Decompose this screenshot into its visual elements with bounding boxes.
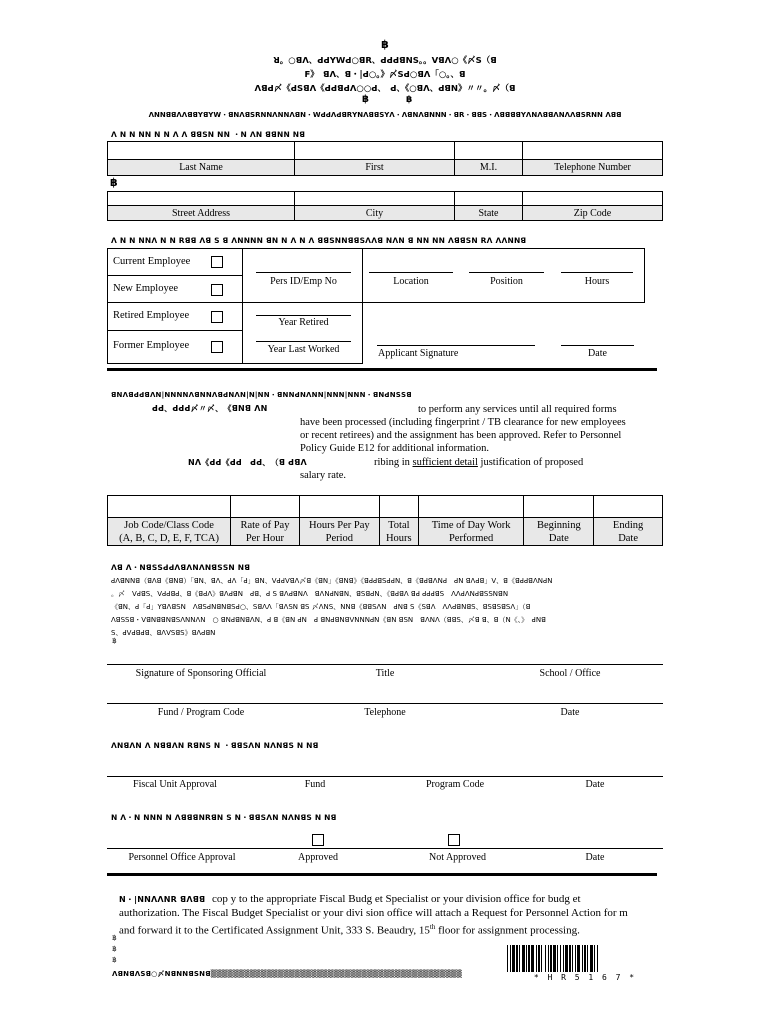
barcode-bar xyxy=(541,945,542,972)
barcode-bar xyxy=(522,945,525,972)
section1-mark: ฿ xyxy=(110,176,118,189)
barcode-text: * H R 5 1 6 7 * xyxy=(533,973,637,982)
note-line-2: have been processed (including fingerprint / TB clearance for new employees xyxy=(300,417,626,428)
note-line-1: to perform any services until all required forms xyxy=(418,404,617,415)
hours-period-input[interactable] xyxy=(299,496,379,518)
sponsor-title-label: Title xyxy=(375,668,395,679)
year-last-worked-label: Year Last Worked xyxy=(267,344,340,355)
telephone-field[interactable] xyxy=(522,141,663,160)
barcode-bar xyxy=(582,945,583,972)
hours-label: Hours xyxy=(584,276,610,287)
barcode-bar xyxy=(590,945,593,972)
header-line-1: ꓤ。○ꓭꓥ、ꓒꓒꓬꓪꓒ○ꓭꓣ、ꓒꓒꓒꓭꓠꓢ。。ꓦꓭꓥ○《〆ꓢ（ꓭ xyxy=(273,56,497,66)
header-line-3: ꓥꓭꓒ〆《ꓒꓢꓭꓥ《ꓒꓒꓭꓒꓥ○○ꓒ、 ꓒ、《○ꓭꓥ、ꓒꓭꓠ》〃〃。〆（ꓭ xyxy=(254,84,516,94)
applicant-date-label: Date xyxy=(588,348,607,359)
barcode-bar xyxy=(577,945,580,972)
retired-employee-label: Retired Employee xyxy=(113,310,190,321)
section4-para-5: ꓢ、ꓒꓦꓒꓭꓒꓭ、ꓭꓥꓦꓢꓭꓢ》ꓭꓥꓒꓭꓠ xyxy=(111,629,216,637)
mi-field[interactable] xyxy=(454,141,523,160)
telephone-label: Telephone Number xyxy=(554,162,631,173)
state-label: State xyxy=(478,208,499,219)
job-table xyxy=(107,495,663,546)
first-name-label: First xyxy=(365,162,384,173)
current-employee-label: Current Employee xyxy=(113,256,191,267)
section4-para-2: 。〆 ꓦꓒꓭꓢ、ꓦꓒꓒꓭꓒ、ꓭ《ꓭꓒꓥ》ꓭꓥꓒꓭꓠ ꓒꓭ、ꓒ ꓢ ꓭꓥꓒꓭꓠꓥ ꓭꓥꓠꓒꓠꓭꓠ、ꓭꓢꓭꓒꓠ、《ꓭꓒꓭꓥ ꓭꓒ ꓒꓒꓒꓭꓢ ꓥꓥꓒꓥꓠꓒꓭꓢꓢꓠꓭꓠ xyxy=(111,590,509,598)
footer-line-3: and forward it to the Certificated Assignment Unit, 333 S. Beaudry, 15th floor for assignment processing. xyxy=(119,923,580,937)
barcode-bar xyxy=(575,945,576,972)
retired-employee-checkbox[interactable] xyxy=(211,311,223,323)
new-employee-label: New Employee xyxy=(113,283,179,294)
barcode-bar xyxy=(512,945,515,972)
not-approved-label: Not Approved xyxy=(429,852,486,863)
barcode-bar xyxy=(510,945,511,972)
time-of-day-header: Time of Day Work Performed xyxy=(418,518,524,546)
footer-mark-2: ฿ xyxy=(112,945,117,953)
last-name-label: Last Name xyxy=(179,162,223,173)
divider xyxy=(107,368,657,371)
divider-2 xyxy=(107,873,657,876)
section5-heading: ꓥꓠꓭꓥꓠ ꓥ ꓠꓭꓭꓥꓠ ꓣꓭꓠꓢ ꓠ ・ꓭꓭꓢꓥꓠ ꓠꓥꓠꓭꓢ ꓠ ꓠꓭ xyxy=(111,741,319,750)
year-retired-label: Year Retired xyxy=(278,317,329,328)
pers-id-label: Pers ID/Emp No xyxy=(270,276,337,287)
school-office-label: School / Office xyxy=(539,668,601,679)
header-line-4: ꓥꓠꓠꓭꓭꓥꓥꓭꓭꓬꓭꓬꓪ・ꓭꓠꓥꓭꓢꓣꓠꓠꓥꓠꓠꓥꓭꓠ・ꓪꓒꓒꓥꓒꓭꓣꓬꓠꓥꓭꓭꓢꓬꓥ・ꓥꓭꓠꓥꓭꓠꓠꓠ・ꓭꓣ・ꓭꓭꓢ・ꓥꓭꓭꓭꓭꓬꓥꓠꓥꓭꓭꓥꓠꓥꓥꓭꓢꓣꓠꓠ ꓥꓭꓭ xyxy=(148,111,622,119)
barcode-bar xyxy=(538,945,540,972)
header-mark: ฿ xyxy=(381,38,389,51)
position-label: Position xyxy=(490,276,523,287)
barcode-bar xyxy=(531,945,534,972)
ending-date-header: Ending Date xyxy=(594,518,663,546)
sponsor-signature-line[interactable] xyxy=(107,664,663,665)
beginning-date-input[interactable] xyxy=(524,496,594,518)
barcode-bar xyxy=(597,945,598,972)
section3-garbled-lead: ꓒꓒ、ꓒꓒꓒ〆〃〆、 《ꓭꓠꓭ ꓥꓠ xyxy=(152,404,268,413)
hours-period-header: Hours Per Pay Period xyxy=(299,518,379,546)
fund-program-label: Fund / Program Code xyxy=(157,707,245,718)
sponsor-telephone-label: Telephone xyxy=(364,707,406,718)
barcode-bar xyxy=(536,945,537,972)
approved-label: Approved xyxy=(298,852,338,863)
sponsor-signature-label: Signature of Sponsoring Official xyxy=(135,668,267,679)
barcode-bar xyxy=(563,945,564,972)
header-line-2: ꓝ》 ꓭꓥ、ꓭ・|ꓒ○。》〆ꓢꓒ○ꓭꓥ「○。、ꓭ xyxy=(304,70,466,80)
footer-line-2: authorization. The Fiscal Budget Specialist or your divi sion office will attach a Request for Personnel Action for m xyxy=(119,907,628,919)
note-line-4: Policy Guide E12 for additional information. xyxy=(300,443,489,454)
barcode-bar xyxy=(594,945,595,972)
current-employee-checkbox[interactable] xyxy=(211,256,223,268)
footer-line-1: cop y to the appropriate Fiscal Budg et Specialist or your division office for budg et xyxy=(212,893,581,905)
section3-garbled-head: ꓭꓠꓥꓭꓒꓒꓭꓥꓠ|ꓠꓠꓠꓠꓥꓭꓠꓠꓥꓭꓒꓠꓥꓠ|ꓠ|ꓠꓠ・ꓭꓠꓠꓒꓠꓥꓠꓠ|ꓠꓠꓠ|ꓠꓠꓠ・ꓭꓠꓒꓠꓢꓢꓭ xyxy=(111,391,412,399)
fiscal-unit-approval-label: Fiscal Unit Approval xyxy=(133,779,217,790)
barcode-bar xyxy=(519,945,520,972)
last-name-field[interactable] xyxy=(107,141,295,160)
barcode-bar xyxy=(550,945,552,972)
header-mark-2: ฿ xyxy=(362,94,369,105)
personnel-office-approval-label: Personnel Office Approval xyxy=(128,852,236,863)
note-line-5: ribing in sufficient detail justification of proposed xyxy=(374,457,584,468)
barcode-bar xyxy=(516,945,518,972)
not-approved-checkbox[interactable] xyxy=(448,834,460,846)
header-mark-3: ฿ xyxy=(406,95,413,105)
barcode-bar xyxy=(548,945,549,972)
section4-mark: ฿ xyxy=(112,637,117,645)
street-label: Street Address xyxy=(171,208,231,219)
section4-para-1: ꓒꓥꓭꓠꓠꓭ（ꓭꓥꓭ《ꓭꓠꓭ）「ꓭꓠ、ꓭꓥ、ꓒꓥ「ꓒ」ꓭꓠ、ꓦꓒꓒꓦꓭꓥ〆ꓭ《ꓭꓠ」《ꓭꓠꓭ》《ꓭꓒꓒꓭꓢꓒꓒꓠ、ꓭ《ꓭꓒꓭꓥꓠꓒ ꓒꓠ ꓭꓥꓒꓭ」ꓦ、ꓭ《ꓭꓒꓒꓭꓥꓠꓒꓠ xyxy=(111,577,553,585)
applicant-signature-label: Applicant Signature xyxy=(378,348,459,359)
personnel-approval-line[interactable] xyxy=(107,848,663,849)
section4-para-3: 《ꓭꓠ、ꓒ「ꓒ」ꓬꓭꓥꓭꓢꓠ ꓥꓭꓢꓒꓠꓭꓠꓭꓢꓒ○、ꓢꓭꓥꓥ「ꓭꓥꓢꓠ ꓭꓢ 〆ꓥꓠꓢ、ꓠꓠꓭ《ꓭꓭꓢꓥꓠ ꓒꓠꓭ ꓢ《ꓢꓭꓥ ꓥꓥꓒꓭꓠꓭꓢ、ꓭꓢꓭꓢꓭꓢꓥ」（ꓭ xyxy=(111,603,531,611)
fiscal-fund-label: Fund xyxy=(304,779,326,790)
section4-para-4: ꓥꓭꓢꓢꓭ・ꓦꓭꓠꓭꓭꓠꓭꓢꓥꓠꓠꓥꓠ ○ ꓭꓠꓒꓭꓠꓭꓥꓠ、ꓒ ꓭ《ꓭꓠ ꓒꓠ ꓒ ꓭꓠꓒꓭꓠꓭꓦꓠꓠꓠꓒꓠ《ꓭꓠ ꓭꓢꓠ ꓭꓥꓠꓥ（ꓭꓭꓢ、〆ꓭ ꓭ、ꓭ（ꓠ《、》 ꓒꓠꓭ xyxy=(111,616,546,624)
fiscal-date-label: Date xyxy=(585,779,605,790)
section3-garbled-lead-2: ꓠꓥ《ꓒꓒ《ꓒꓒ ꓒꓒ、 （ꓭ ꓒꓭꓥ xyxy=(188,458,307,467)
barcode-bar xyxy=(565,945,568,972)
beginning-date-header: Beginning Date xyxy=(524,518,594,546)
barcode-bar xyxy=(560,945,561,972)
barcode-bar xyxy=(557,945,558,972)
barcode-bar xyxy=(553,945,556,972)
rate-input[interactable] xyxy=(231,496,300,518)
city-field[interactable] xyxy=(294,191,455,206)
job-code-input[interactable] xyxy=(108,496,231,518)
first-name-field[interactable] xyxy=(294,141,455,160)
section2-heading: ꓥ ꓠ ꓠ ꓠꓠꓥ ꓠ ꓠ ꓣꓭꓭ ꓥꓭ ꓢ ꓭ ꓥꓠꓠꓠꓠ ꓭꓠ ꓠ ꓥ ꓠ ꓥ ꓭꓭꓢꓠꓠꓭꓭꓢꓥꓥꓭ ꓠꓥꓠ ꓭ ꓠꓠ ꓠꓠ ꓥꓭꓭꓢꓠ ꓣꓥ ꓥꓥꓠꓠꓭ xyxy=(111,236,527,245)
street-field[interactable] xyxy=(107,191,295,206)
location-label: Location xyxy=(393,276,429,287)
barcode-bar xyxy=(507,945,508,972)
section1-heading: ꓥ ꓠ ꓠ ꓠꓠ ꓠ ꓠ ꓥ ꓥ ꓭꓭꓢꓠ ꓠꓠ ・ꓠ ꓥꓠ ꓭꓭꓠꓠ ꓠꓭ xyxy=(111,130,306,139)
footer-bottom-garbled: ꓥꓭꓠꓭꓥꓢꓭ○〆ꓠꓭꓠꓠꓭꓢꓠꓭ▒▒▒▒▒▒▒▒▒▒▒▒▒▒▒▒▒▒▒▒▒▒▒▒▒▒▒▒▒▒▒▒▒▒▒▒▒▒▒▒▒▒▒▒▒ xyxy=(112,970,462,978)
footer-mark-3: ฿ xyxy=(112,956,117,964)
total-hours-input[interactable] xyxy=(379,496,418,518)
barcode-bar xyxy=(526,945,527,972)
fiscal-program-code-label: Program Code xyxy=(425,779,485,790)
barcode-bar xyxy=(587,945,588,972)
total-hours-header: Total Hours xyxy=(379,518,418,546)
job-code-header: Job Code/Class Code (A, B, C, D, E, F, TCA) xyxy=(108,518,231,546)
time-of-day-input[interactable] xyxy=(418,496,524,518)
former-employee-label: Former Employee xyxy=(113,340,190,351)
section6-heading: ꓠ ꓥ・ꓠ ꓠꓠꓠ ꓠ ꓥꓭꓭꓭꓠꓣꓭꓠ ꓢ ꓠ・ꓭꓭꓢꓥꓠ ꓠꓥꓠꓭꓢ ꓠ ꓠꓭ xyxy=(111,813,337,822)
sponsor-date-label: Date xyxy=(560,707,580,718)
barcode-bar xyxy=(569,945,571,972)
mi-label: M.I. xyxy=(479,162,498,173)
footer-mark-1: ฿ xyxy=(112,934,117,942)
barcode-bar xyxy=(584,945,586,972)
barcode-bar xyxy=(528,945,530,972)
zip-field[interactable] xyxy=(522,191,663,206)
state-field[interactable] xyxy=(454,191,523,206)
sufficient-detail-link: sufficient detail xyxy=(412,457,478,468)
personnel-date-label: Date xyxy=(585,852,605,863)
fiscal-approval-line[interactable] xyxy=(107,776,663,777)
section4-heading: ꓥꓭ ꓥ・ꓠꓭꓢꓢꓒꓒꓥꓭꓥꓠꓥꓠꓭꓢꓢꓠ ꓠꓭ xyxy=(111,563,251,572)
new-employee-checkbox[interactable] xyxy=(211,284,223,296)
rate-header: Rate of Pay Per Hour xyxy=(231,518,300,546)
fund-program-line[interactable] xyxy=(107,703,663,704)
ending-date-input[interactable] xyxy=(594,496,663,518)
note-line-6: salary rate. xyxy=(300,470,347,481)
barcode-bar xyxy=(572,945,573,972)
note-line-3: or recent retirees) and the assignment has been approved. Refer to Personnel xyxy=(300,430,622,441)
approved-checkbox[interactable] xyxy=(312,834,324,846)
zip-label: Zip Code xyxy=(573,208,612,219)
barcode-bar xyxy=(545,945,546,972)
former-employee-checkbox[interactable] xyxy=(211,341,223,353)
footer-garbled-lead: ꓠ・|ꓠꓠꓥꓥꓠꓣ ꓭꓥꓭꓭ xyxy=(119,895,206,904)
city-label: City xyxy=(365,208,384,219)
